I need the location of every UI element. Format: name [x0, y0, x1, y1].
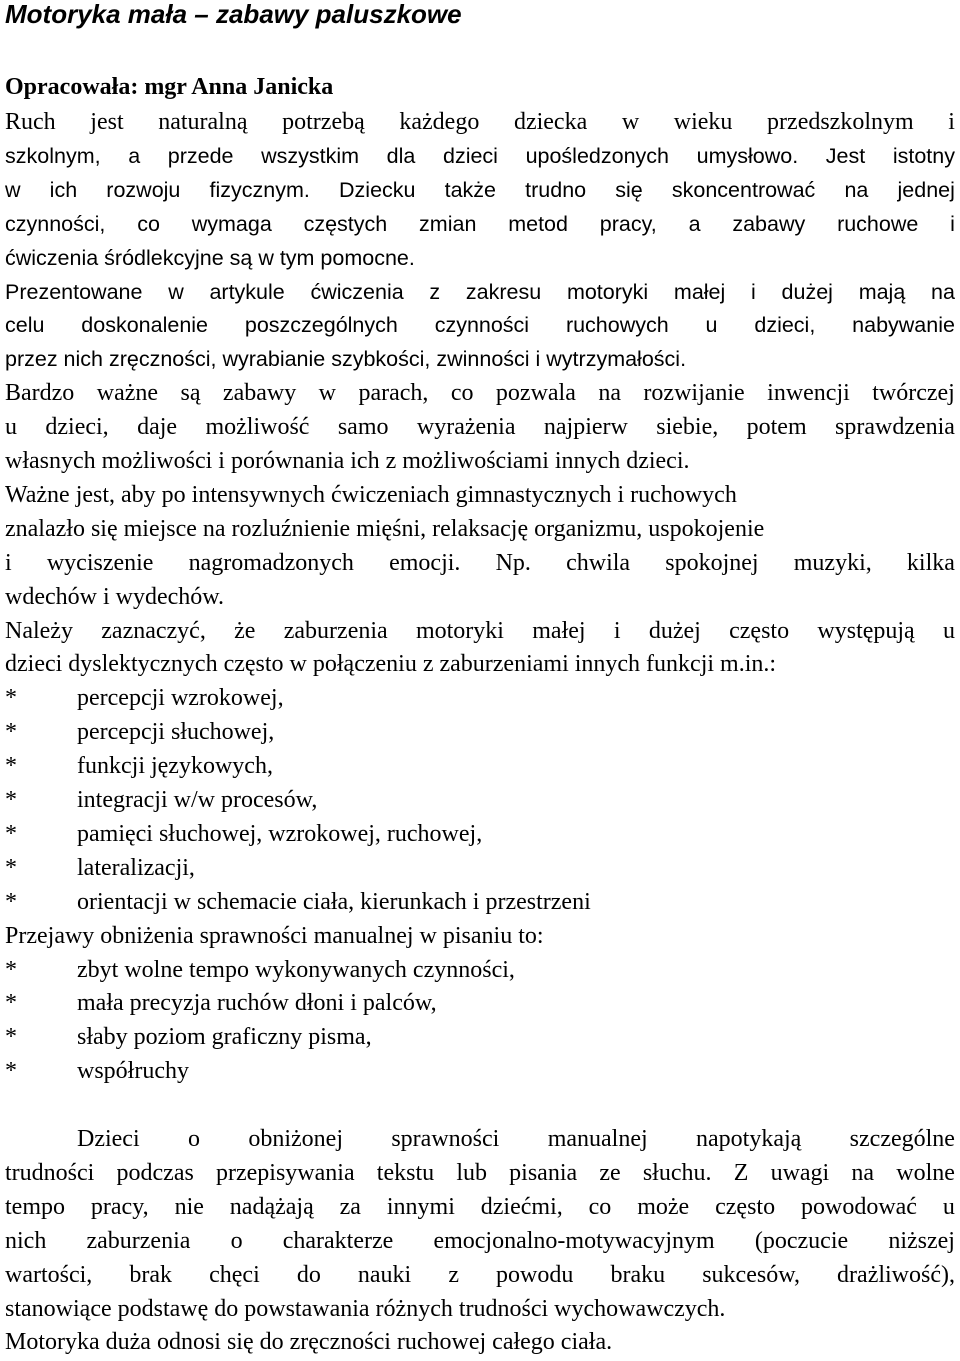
paragraph-line: wartości, brak chęci do nauki z powodu braku sukcesów, drażliwość),	[5, 1261, 955, 1288]
bullet-marker: *	[5, 990, 17, 1017]
paragraph-line: stanowiące podstawę do powstawania różnych trudności wychowawczych.	[5, 1295, 726, 1322]
paragraph-line: Ruch jest naturalną potrzebą każdego dziecka w wieku przedszkolnym i	[5, 109, 955, 135]
list-item	[5, 953, 515, 987]
paragraph-line: Prezentowane w artykule ćwiczenia z zakresu motoryki małej i dużej mają na	[5, 279, 955, 304]
bullet-marker: *	[5, 820, 17, 847]
paragraph-line: przez nich zręczności, wyrabianie szybkości, zwinności i wytrzymałości.	[5, 347, 687, 372]
list-item	[5, 681, 284, 715]
list-item	[5, 817, 482, 851]
bullet-marker: *	[5, 753, 17, 780]
list-item	[5, 885, 591, 919]
list-item	[5, 1020, 372, 1054]
list-item	[5, 851, 195, 885]
bullet-marker: *	[5, 685, 17, 712]
list-item	[5, 715, 274, 749]
paragraph-line: własnych możliwości i porównania ich z możliwościami innych dzieci.	[5, 448, 690, 474]
bullet-marker: *	[5, 787, 17, 813]
paragraph-line: znalazło się miejsce na rozluźnienie mięśni, relaksację organizmu, uspokojenie	[5, 515, 765, 542]
bullet-marker: *	[5, 719, 17, 746]
paragraph-line: w ich rozwoju fizycznym. Dziecku także trudno się skoncentrować na jednej	[5, 177, 955, 202]
list-item	[5, 783, 317, 817]
paragraph-line: i wyciszenie nagromadzonych emocji. Np. chwila spokojnej muzyki, kilka	[5, 549, 955, 576]
list-item-text: percepcji słuchowej,	[77, 719, 275, 746]
bullet-marker: *	[5, 888, 17, 915]
paragraph-line: wdechów i wydechów.	[5, 583, 225, 610]
paragraph-line: Ważne jest, aby po intensywnych ćwiczeniach gimnastycznych i ruchowych	[5, 481, 737, 508]
paragraph-line: celu doskonalenie poszczególnych czynności ruchowych u dzieci, nabywanie	[5, 313, 955, 338]
list-item-text: lateralizacji,	[77, 854, 195, 881]
list-item-text: zbyt wolne tempo wykonywanych czynności,	[77, 956, 515, 983]
paragraph-line: Bardzo ważne są zabawy w parach, co pozwala na rozwijanie inwencji twórczej	[5, 380, 955, 407]
list-intro: Przejawy obniżenia sprawności manualnej w pisaniu to:	[5, 922, 544, 949]
author-line: Opracowała: mgr Anna Janicka	[5, 74, 334, 100]
list-item	[5, 1054, 189, 1088]
bullet-marker: *	[5, 956, 17, 983]
list-item-text: integracji w/w procesów,	[77, 787, 318, 813]
paragraph-line: u dzieci, daje możliwość samo wyrażenia najpierw siebie, potem sprawdzenia	[5, 414, 955, 441]
paragraph-line: trudności podczas przepisywania tekstu lub pisania ze słuchu. Z uwagi na wolne	[5, 1159, 955, 1186]
list-item-text: percepcji wzrokowej,	[77, 685, 284, 712]
document-title: Motoryka mała – zabawy paluszkowe	[5, 0, 462, 29]
list-item	[5, 986, 437, 1020]
paragraph-line: szkolnym, a przede wszystkim dla dzieci upośledzonych umysłowo. Jest istotny	[5, 143, 955, 168]
list-item-text: funkcji językowych,	[77, 753, 273, 780]
list-item-text: słaby poziom graficzny pisma,	[77, 1024, 372, 1051]
list-item-text: mała precyzja ruchów dłoni i palców,	[77, 990, 437, 1017]
paragraph-line: Należy zaznaczyć, że zaburzenia motoryki małej i dużej często występują u	[5, 617, 955, 644]
paragraph-line: tempo pracy, nie nadążają za innymi dziećmi, co może często powodować u	[5, 1193, 955, 1220]
bullet-marker: *	[5, 1024, 17, 1051]
list-item-text: orientacji w schemacie ciała, kierunkach i przestrzeni	[77, 888, 591, 915]
paragraph-line: czynności, co wymaga częstych zmian metod pracy, a zabawy ruchowe i	[5, 211, 955, 236]
bullet-marker: *	[5, 854, 17, 881]
list-item-text: współruchy	[77, 1058, 189, 1085]
list-item	[5, 749, 273, 783]
bullet-marker: *	[5, 1058, 17, 1085]
paragraph-line: ćwiczenia śródlekcyjne są w tym pomocne.	[5, 245, 415, 270]
list-item-text: pamięci słuchowej, wzrokowej, ruchowej,	[77, 820, 483, 847]
paragraph-line: Motoryka duża odnosi się do zręczności ruchowej całego ciała.	[5, 1329, 613, 1356]
paragraph-line: Dzieci o obniżonej sprawności manualnej napotykają szczególne	[77, 1126, 955, 1152]
paragraph-line: dzieci dyslektycznych często w połączeniu z zaburzeniami innych funkcji m.in.:	[5, 651, 777, 678]
paragraph-line: nich zaburzenia o charakterze emocjonalno-motywacyjnym (poczucie niższej	[5, 1227, 955, 1254]
